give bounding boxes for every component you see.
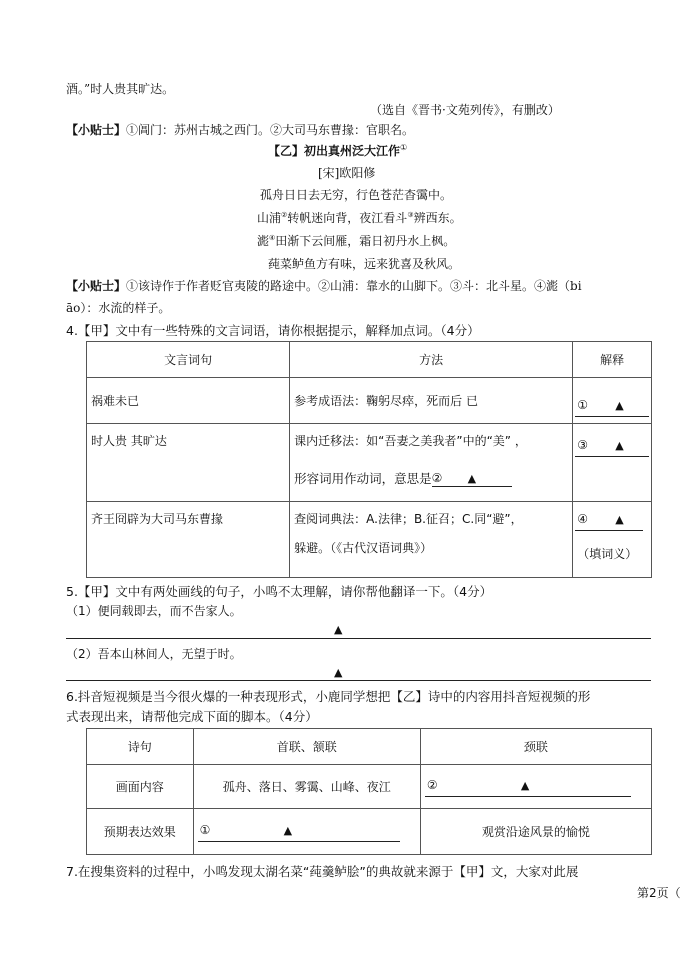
q6-r2-col2: 观赏沿途风景的愉悦 — [420, 809, 651, 855]
q4-r2-ans-num: ③ — [577, 438, 588, 452]
poem-line-4: 莼菜鲈鱼方有味，远来犹喜及秋风。 — [268, 257, 461, 271]
poem-line-3-b: 田渐下云间雁，霜日初丹水上枫。 — [275, 234, 456, 248]
q4-r1-ans-num: ① — [577, 398, 588, 412]
q4-r2-blank[interactable] — [432, 472, 512, 487]
q5-sentence-1: （1）便同载即去，而不告家人。 — [66, 604, 242, 618]
q4-r2-blank-num: ② — [431, 471, 443, 485]
q5-stem: 5.【甲】文中有两处画线的句子，小鸣不太理解，请你帮他翻译一下。（4分） — [66, 584, 493, 599]
q4-r2-answer-blank[interactable] — [575, 436, 649, 457]
poem-line-2-b: 转帆迷向背，夜江看斗 — [287, 211, 408, 225]
q6-stem-2: 式表现出来，请帮他完成下面的脚本。（4分） — [66, 709, 318, 724]
poem-note-3: ③ — [407, 211, 414, 219]
q6-r1-col2-cell[interactable] — [420, 765, 651, 809]
poem-line-3-a: 滮 — [257, 234, 270, 248]
q4-r2-blank-tri: ▲ — [467, 472, 477, 485]
q4-r3-ans-num: ④ — [577, 512, 588, 526]
q4-r3-method-line1: 查阅词典法：A.法律；B.征召；C.同“避”， — [294, 512, 523, 526]
q4-r3-answer-blank[interactable] — [575, 510, 643, 531]
poem-title — [268, 142, 407, 159]
q5-tri-2: ▲ — [334, 666, 343, 679]
poem-title-text: 【乙】初出真州泛大江作 — [268, 144, 401, 158]
q6-header-poem: 诗句 — [87, 729, 194, 765]
q4-stem: 4.【甲】文中有一些特殊的文言词语，请你根据提示，解释加点词。（4分） — [66, 323, 480, 338]
q6-r2-tri: ▲ — [283, 824, 293, 837]
q6-r1-label: 画面内容 — [87, 765, 194, 809]
q4-r1-answer-cell[interactable] — [573, 378, 652, 424]
page-number: 第2页（ — [637, 886, 681, 900]
q4-r3-note: （填词义） — [577, 547, 638, 561]
q4-r3-method — [290, 502, 573, 578]
q4-header-explain: 解释 — [573, 342, 652, 378]
q6-r1-col1: 孤舟、落日、雾霭、山峰、夜江 — [193, 765, 420, 809]
q4-r1-tri: ▲ — [615, 399, 624, 412]
q6-r2-col1-cell[interactable] — [193, 809, 420, 855]
q4-r3-method-line2: 躲避。（《古代汉语词典》） — [294, 541, 433, 555]
q4-r1-answer-blank[interactable] — [575, 396, 649, 417]
q5-answer-line-1[interactable] — [66, 638, 651, 639]
poem-author: [宋]欧阳修 — [318, 166, 376, 180]
q7-stem: 7.在搜集资料的过程中，小鸣发现太湖名菜“莼羹鲈脍”的典故就来源于【甲】文，大家对此展 — [66, 864, 579, 879]
poem-title-note: ① — [400, 143, 408, 152]
q5-answer-line-2[interactable] — [66, 680, 651, 681]
q4-r3-word: 齐王冏辟为大司马东曹掾 — [87, 502, 290, 578]
q4-r2-method-text: 形容词用作动词，意思是 — [294, 471, 432, 486]
poem-line-3 — [257, 232, 455, 249]
passage-source: （选自《晋书·文苑列传》，有删改） — [370, 103, 560, 117]
q4-r1-word: 祸难未已 — [87, 378, 290, 424]
tip-a-label: 【小贴士】 — [66, 123, 127, 137]
poem-line-2-a: 山浦 — [257, 211, 282, 225]
q6-r1-blank-num: ② — [426, 778, 438, 792]
q6-stem-1: 6.抖音短视频是当今很火爆的一种表现形式，小鹿同学想把【乙】诗中的内容用抖音短视频的形 — [66, 689, 591, 704]
q6-r2-label: 预期表达效果 — [87, 809, 194, 855]
q6-r2-blank-num: ① — [199, 823, 211, 837]
q4-table — [86, 341, 652, 578]
q6-table — [86, 728, 652, 855]
poem-note-2: ② — [281, 211, 288, 219]
poem-note-4: ④ — [269, 234, 276, 242]
q4-r2-tri: ▲ — [615, 439, 624, 452]
q6-header-col1: 首联、颔联 — [193, 729, 420, 765]
tip-b-text-1: ①该诗作于作者贬官夷陵的路途中。②山浦：靠水的山脚下。③斗：北斗星。④滮（bi — [126, 279, 582, 293]
q5-tri-1: ▲ — [334, 623, 343, 636]
q4-r2-method-line2 — [294, 469, 572, 487]
passage-line-end: 酒。”时人贵其旷达。 — [66, 82, 175, 96]
q4-r2-answer-cell[interactable] — [573, 424, 652, 502]
q6-header-col2: 颈联 — [420, 729, 651, 765]
q6-r1-blank[interactable] — [425, 776, 631, 797]
q4-r2-word: 时人贵 其旷达 — [87, 424, 290, 502]
poem-line-2-c: 辨西东。 — [413, 211, 462, 225]
poem-line-2 — [257, 209, 462, 226]
q6-r2-blank[interactable] — [198, 821, 400, 842]
q4-r2-method-line1: 课内迁移法：如“吾妻之美我者”中的“美” ， — [294, 434, 527, 448]
q5-sentence-2: （2）吾本山林间人，无望于时。 — [66, 647, 242, 661]
q6-r1-tri: ▲ — [520, 779, 530, 792]
q4-r1-method: 参考成语法：鞠躬尽瘁，死而后 已 — [290, 378, 573, 424]
tip-a — [66, 121, 414, 138]
poem-line-1: 孤舟日日去无穷，行色苍茫杳霭中。 — [260, 188, 453, 202]
tip-a-text: ①阊门：苏州古城之西门。②大司马东曹掾：官职名。 — [126, 123, 415, 137]
tip-b-line-1 — [66, 277, 582, 294]
q4-r3-answer-cell[interactable] — [573, 502, 652, 578]
q4-header-method: 方法 — [290, 342, 573, 378]
q4-r3-tri: ▲ — [615, 513, 624, 526]
q4-header-word: 文言词句 — [87, 342, 290, 378]
q4-r2-method — [290, 424, 573, 502]
tip-b-line-2: āo）：水流的样子。 — [66, 301, 171, 315]
tip-b-label: 【小贴士】 — [66, 279, 127, 293]
